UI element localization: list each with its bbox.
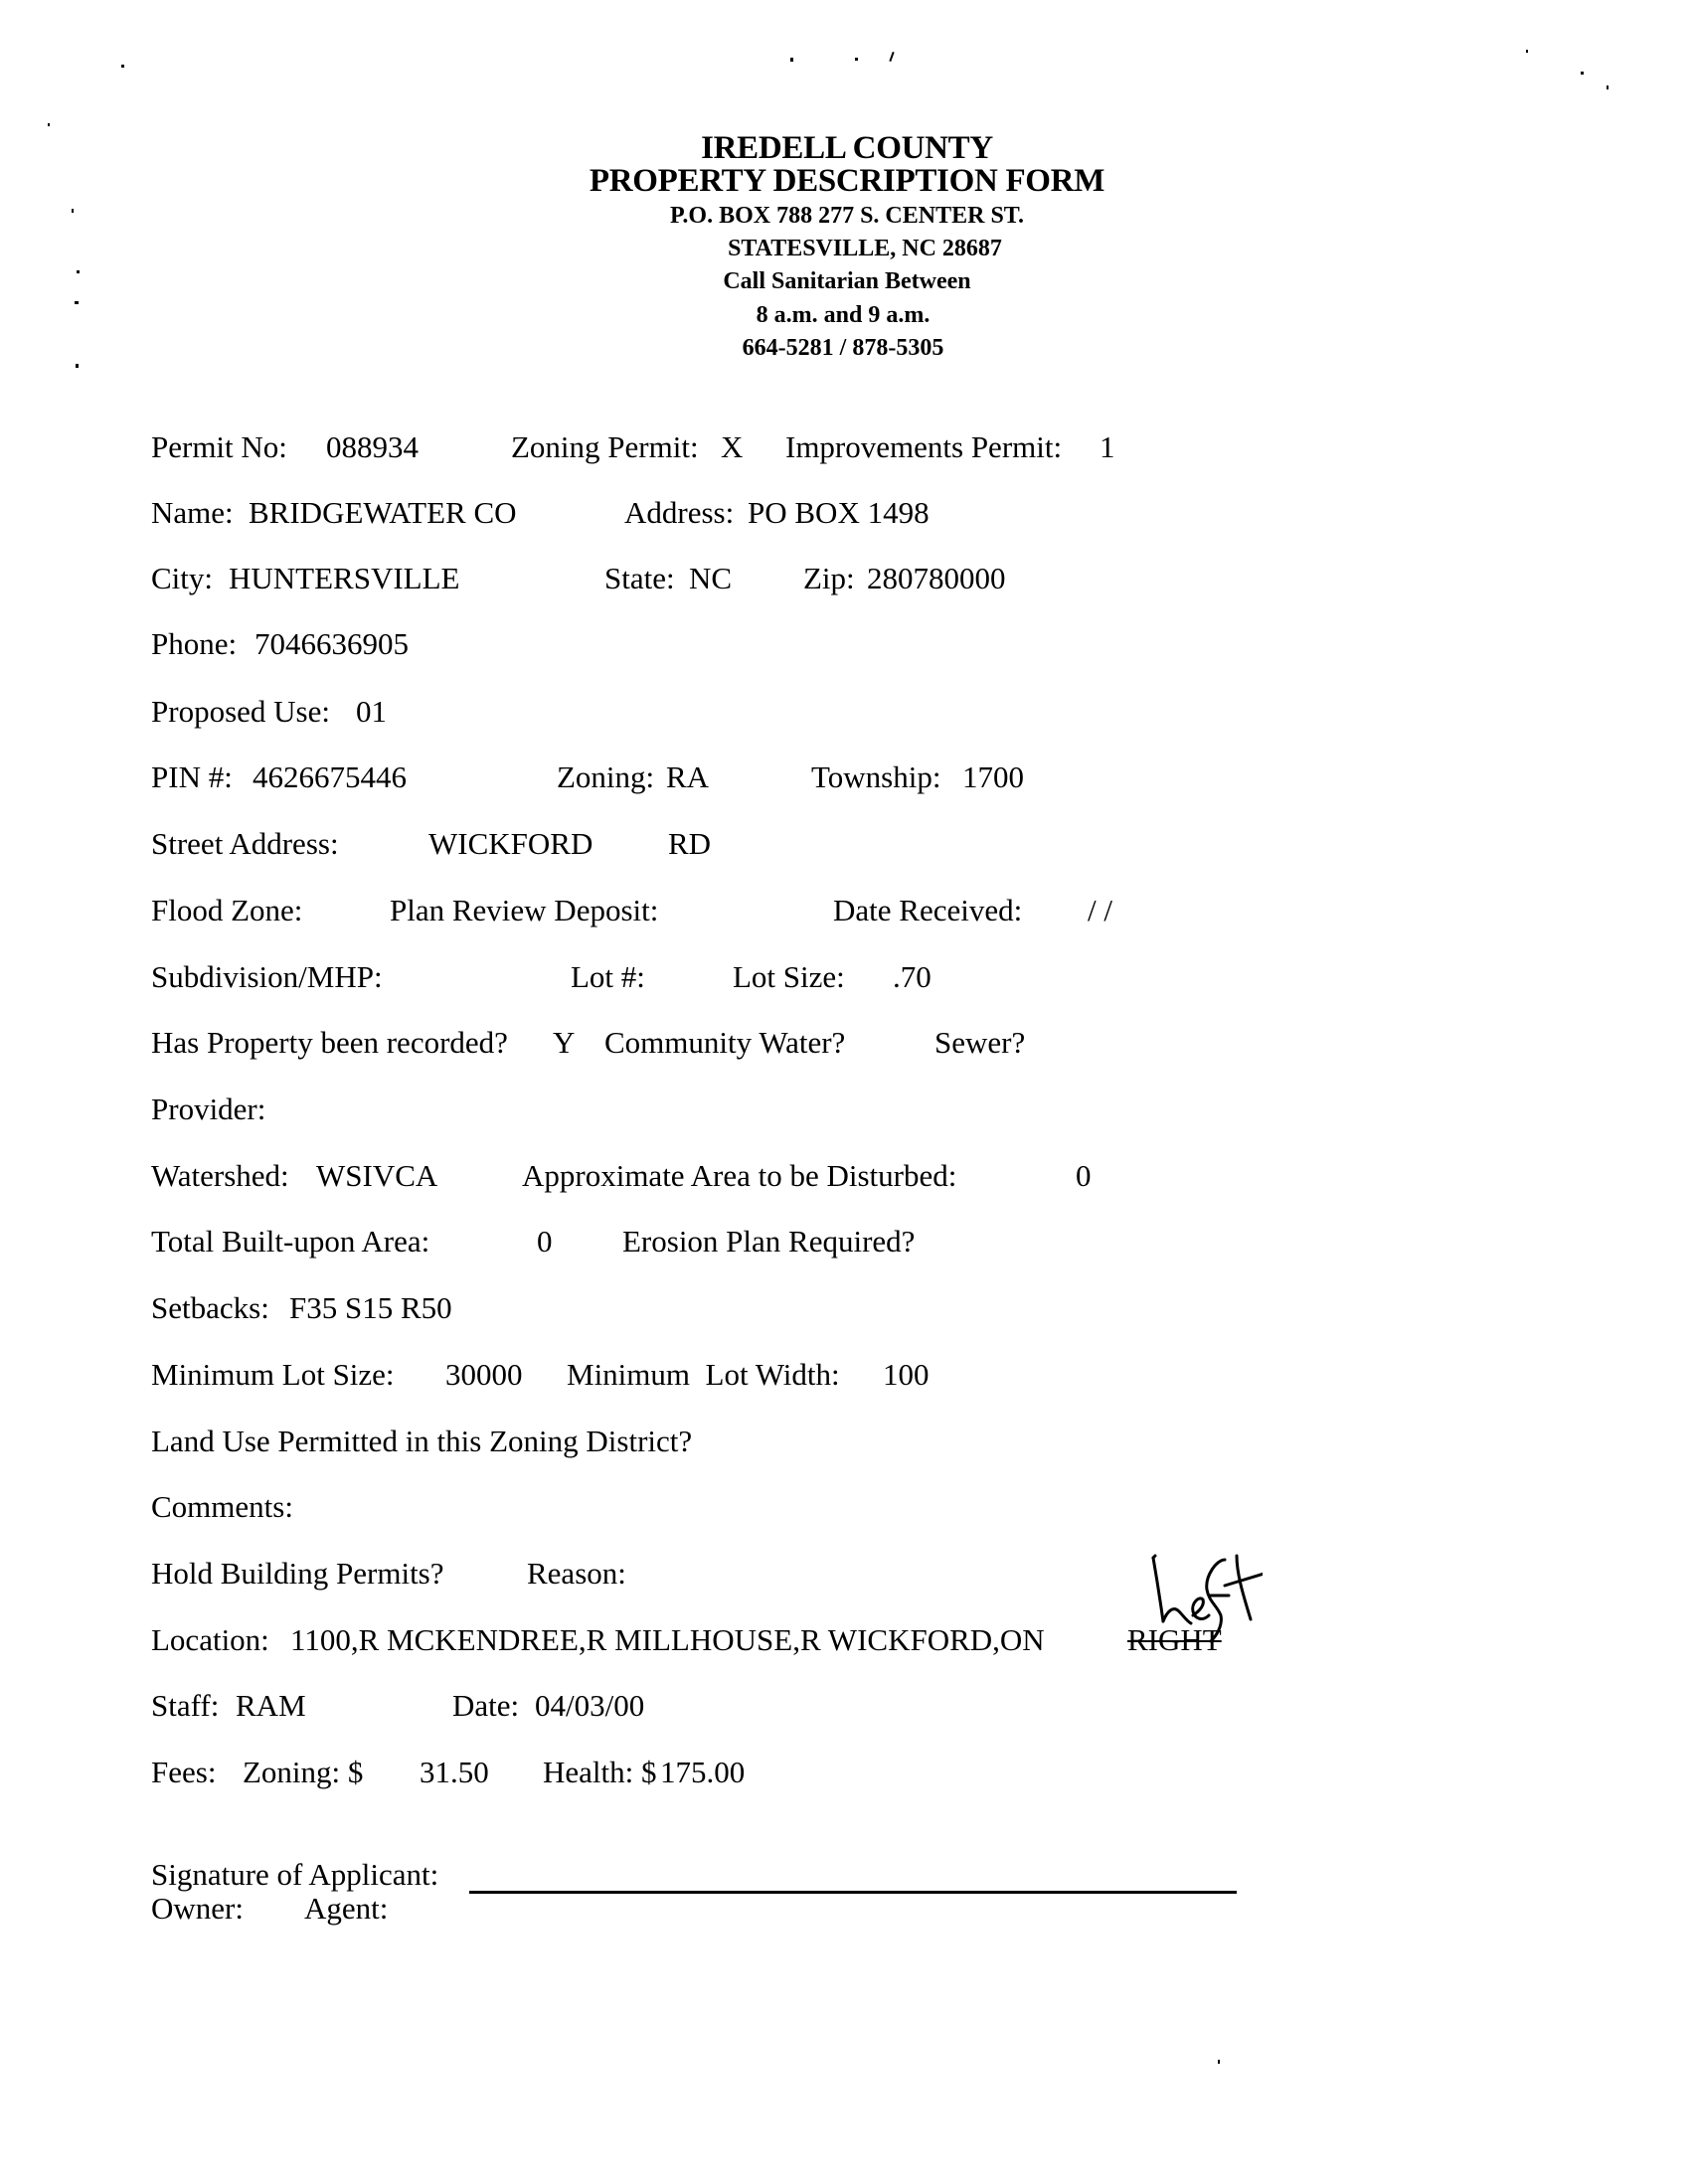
row-city xyxy=(0,559,1694,598)
date-received-value: / / xyxy=(1088,893,1112,927)
scan-speck xyxy=(48,123,50,126)
min-lot-width-label: Minimum Lot Width: xyxy=(567,1357,840,1392)
provider-label: Provider: xyxy=(151,1092,266,1126)
form-org-title: IREDELL COUNTY xyxy=(701,130,993,166)
lot-no-label: Lot #: xyxy=(571,959,645,994)
name-label: Name: xyxy=(151,495,234,530)
row-name xyxy=(0,493,1694,533)
form-title: PROPERTY DESCRIPTION FORM xyxy=(589,163,1105,199)
scan-speck xyxy=(1581,72,1584,75)
plan-review-deposit-label: Plan Review Deposit: xyxy=(390,893,659,927)
setbacks-value: F35 S15 R50 xyxy=(289,1290,452,1325)
scan-speck xyxy=(889,52,894,62)
pin-value: 4626675446 xyxy=(253,759,407,794)
area-disturbed-value: 0 xyxy=(1076,1158,1092,1193)
scan-speck xyxy=(1526,50,1528,53)
row-owner-agent xyxy=(0,1889,1694,1929)
fee-zoning-label: Zoning: $ xyxy=(243,1755,364,1789)
row-built-upon-area xyxy=(0,1222,1694,1261)
scan-speck xyxy=(1607,85,1609,89)
row-provider xyxy=(0,1090,1694,1129)
scan-speck xyxy=(855,58,858,61)
row-proposed-use xyxy=(0,692,1694,732)
name-value: BRIDGEWATER CO xyxy=(249,495,517,530)
row-street-address xyxy=(0,824,1694,864)
row-staff xyxy=(0,1686,1694,1726)
watershed-label: Watershed: xyxy=(151,1158,289,1193)
row-setbacks xyxy=(0,1288,1694,1328)
header-hours: 8 a.m. and 9 a.m. xyxy=(756,302,931,328)
reason-label: Reason: xyxy=(527,1556,626,1591)
built-upon-area-value: 0 xyxy=(537,1224,553,1259)
row-comments xyxy=(0,1487,1694,1527)
state-label: State: xyxy=(604,561,675,595)
watershed-value: WSIVCA xyxy=(316,1158,438,1193)
address-value: PO BOX 1498 xyxy=(748,495,930,530)
lot-size-label: Lot Size: xyxy=(733,959,845,994)
zoning-value: RA xyxy=(666,759,710,794)
staff-label: Staff: xyxy=(151,1688,220,1723)
date-label: Date: xyxy=(452,1688,520,1723)
row-land-use xyxy=(0,1422,1694,1461)
min-lot-width-value: 100 xyxy=(883,1357,930,1392)
min-lot-size-label: Minimum Lot Size: xyxy=(151,1357,395,1392)
fee-zoning-value: 31.50 xyxy=(420,1755,489,1789)
street-address-label: Street Address: xyxy=(151,826,339,861)
comments-label: Comments: xyxy=(151,1489,293,1524)
row-flood-zone xyxy=(0,891,1694,930)
zoning-label: Zoning: xyxy=(557,759,655,794)
row-location xyxy=(0,1620,1694,1660)
subdivision-label: Subdivision/MHP: xyxy=(151,959,383,994)
scan-speck xyxy=(1218,2060,1220,2064)
address-label: Address: xyxy=(624,495,735,530)
row-pin xyxy=(0,757,1694,797)
township-value: 1700 xyxy=(962,759,1024,794)
header-city: STATESVILLE, NC 28687 xyxy=(728,236,1002,261)
proposed-use-label: Proposed Use: xyxy=(151,694,330,729)
zip-label: Zip: xyxy=(803,561,855,595)
erosion-plan-label: Erosion Plan Required? xyxy=(622,1224,916,1259)
property-recorded-value: Y xyxy=(553,1025,576,1060)
owner-label: Owner: xyxy=(151,1891,244,1926)
row-phone xyxy=(0,624,1694,664)
city-value: HUNTERSVILLE xyxy=(229,561,460,595)
staff-value: RAM xyxy=(236,1688,306,1723)
scan-speck xyxy=(121,65,124,68)
header-address: P.O. BOX 788 277 S. CENTER ST. xyxy=(669,203,1025,229)
row-hold-permits xyxy=(0,1554,1694,1594)
signature-label: Signature of Applicant: xyxy=(151,1857,439,1892)
street-suffix-value: RD xyxy=(668,826,712,861)
location-label: Location: xyxy=(151,1622,269,1657)
lot-size-value: .70 xyxy=(893,959,932,994)
date-received-label: Date Received: xyxy=(833,893,1023,927)
hold-permits-label: Hold Building Permits? xyxy=(151,1556,444,1591)
flood-zone-label: Flood Zone: xyxy=(151,893,303,927)
row-subdivision xyxy=(0,957,1694,997)
header-phones: 664-5281 / 878-5305 xyxy=(742,335,944,361)
date-value: 04/03/00 xyxy=(535,1688,645,1723)
fee-health-label: Health: $ xyxy=(543,1755,657,1789)
city-label: City: xyxy=(151,561,214,595)
setbacks-label: Setbacks: xyxy=(151,1290,269,1325)
min-lot-size-value: 30000 xyxy=(445,1357,523,1392)
land-use-permitted-label: Land Use Permitted in this Zoning District? xyxy=(151,1424,693,1458)
agent-label: Agent: xyxy=(304,1891,389,1926)
community-water-label: Community Water? xyxy=(604,1025,846,1060)
header-call-note: Call Sanitarian Between xyxy=(723,268,971,294)
proposed-use-value: 01 xyxy=(356,694,387,729)
zoning-permit-value: X xyxy=(721,429,744,464)
improvements-permit-value: 1 xyxy=(1100,429,1115,464)
fee-health-value: 175.00 xyxy=(660,1755,746,1789)
scan-speck xyxy=(790,58,793,62)
township-label: Township: xyxy=(811,759,941,794)
state-value: NC xyxy=(689,561,733,595)
scan-speck xyxy=(76,364,79,368)
phone-value: 7046636905 xyxy=(254,626,409,661)
location-struck-text: RIGHT xyxy=(1127,1622,1222,1657)
zoning-permit-label: Zoning Permit: xyxy=(511,429,699,464)
phone-label: Phone: xyxy=(151,626,238,661)
location-value: 1100,R MCKENDREE,R MILLHOUSE,R WICKFORD,ON xyxy=(290,1622,1045,1657)
improvements-permit-label: Improvements Permit: xyxy=(785,429,1063,464)
row-fees xyxy=(0,1753,1694,1792)
area-disturbed-label: Approximate Area to be Disturbed: xyxy=(522,1158,957,1193)
street-name-value: WICKFORD xyxy=(428,826,593,861)
row-permit xyxy=(0,427,1694,467)
permit-no-value: 088934 xyxy=(326,429,419,464)
permit-no-label: Permit No: xyxy=(151,429,287,464)
property-recorded-label: Has Property been recorded? xyxy=(151,1025,508,1060)
row-property-recorded xyxy=(0,1023,1694,1063)
row-minimum-lot xyxy=(0,1355,1694,1395)
sewer-label: Sewer? xyxy=(934,1025,1026,1060)
zip-value: 280780000 xyxy=(867,561,1006,595)
built-upon-area-label: Total Built-upon Area: xyxy=(151,1224,430,1259)
pin-label: PIN #: xyxy=(151,759,233,794)
row-watershed xyxy=(0,1156,1694,1196)
fees-label: Fees: xyxy=(151,1755,217,1789)
